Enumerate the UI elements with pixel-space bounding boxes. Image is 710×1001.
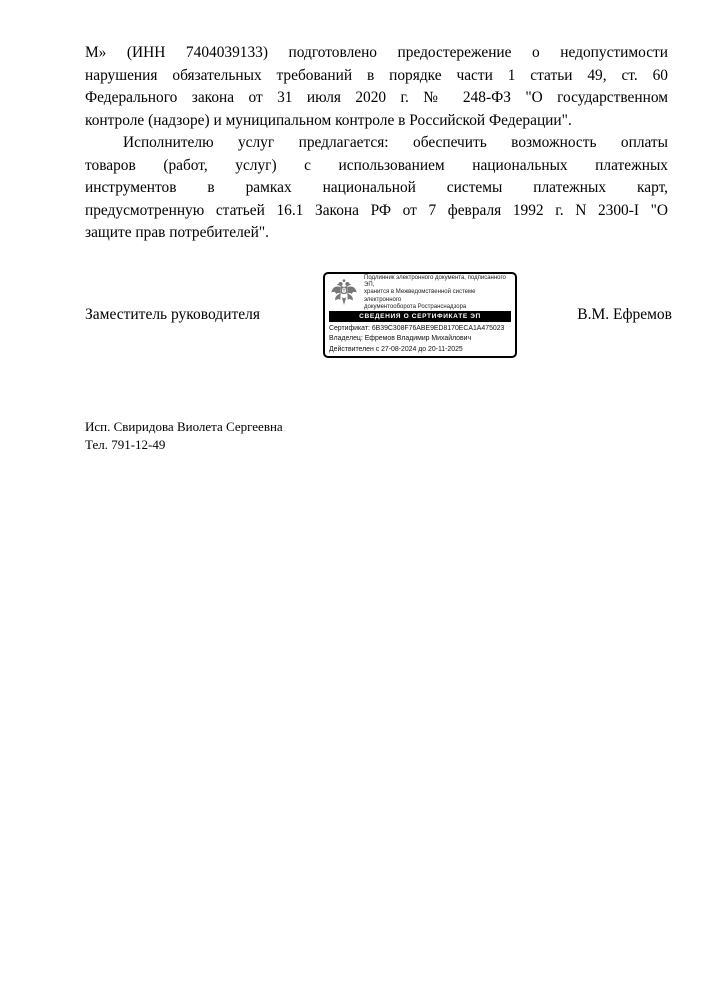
stamp-header-text (364, 275, 511, 311)
certificate-details (329, 324, 511, 355)
certificate-info-bar: СВЕДЕНИЯ О СЕРТИФИКАТЕ ЭП (329, 311, 511, 322)
paragraph-line: товаров (работ, услуг) с использованием национальных платежных (85, 156, 668, 174)
coat-of-arms-icon (329, 278, 359, 308)
certificate-number-line: Сертификат: 6B39C308F76ABE9ED8170ECA1A475023 (329, 325, 505, 332)
stamp-header-line: документооборота Ространснадзора (364, 303, 467, 310)
signatory-position: Заместитель руководителя (85, 306, 261, 323)
certificate-validity-line: Действителен с 27-08-2024 до 20-11-2025 (329, 345, 463, 353)
stamp-top-section (329, 277, 511, 309)
document-body (85, 42, 668, 245)
paragraph-line: Исполнителю услуг предлагается: обеспечить возможность оплаты (123, 134, 668, 151)
electronic-signature-stamp (323, 272, 517, 358)
executor-phone-line: Тел. 791-12-49 (85, 436, 166, 452)
paragraph-line: инструментов в рамках национальной системы платежных карт, (85, 179, 668, 196)
certificate-owner-line: Владелец: Ефремов Владимир Михайлович (329, 335, 472, 343)
paragraph-line: Федерального закона от 31 июля 2020 г. № 248-ФЗ "О государственном (85, 89, 668, 106)
signatory-name: В.М. Ефремов (577, 306, 672, 323)
paragraph-line: нарушения обязательных требований в порядке части 1 статьи 49, ст. 60 (85, 66, 668, 84)
stamp-header-line: Подлинник электронного документа, подписанного ЭП, (364, 275, 506, 289)
paragraph-line: предусмотренную статьей 16.1 Закона РФ от 7 февраля 1992 г. N 2300-I "О (85, 201, 668, 219)
stamp-header-line: хранится в Межведомственной системе электронного (364, 289, 476, 303)
executor-name-line: Исп. Свиридова Виолета Сергеевна (85, 419, 283, 434)
paragraph-line: защите прав потребителей". (85, 224, 269, 241)
executor-note (85, 418, 283, 453)
paragraph-line: М» (ИНН 7404039133) подготовлено предостережение о недопустимости (85, 44, 668, 61)
paragraph-line: контроле (надзоре) и муниципальном контроле в Российской Федерации". (85, 111, 572, 129)
